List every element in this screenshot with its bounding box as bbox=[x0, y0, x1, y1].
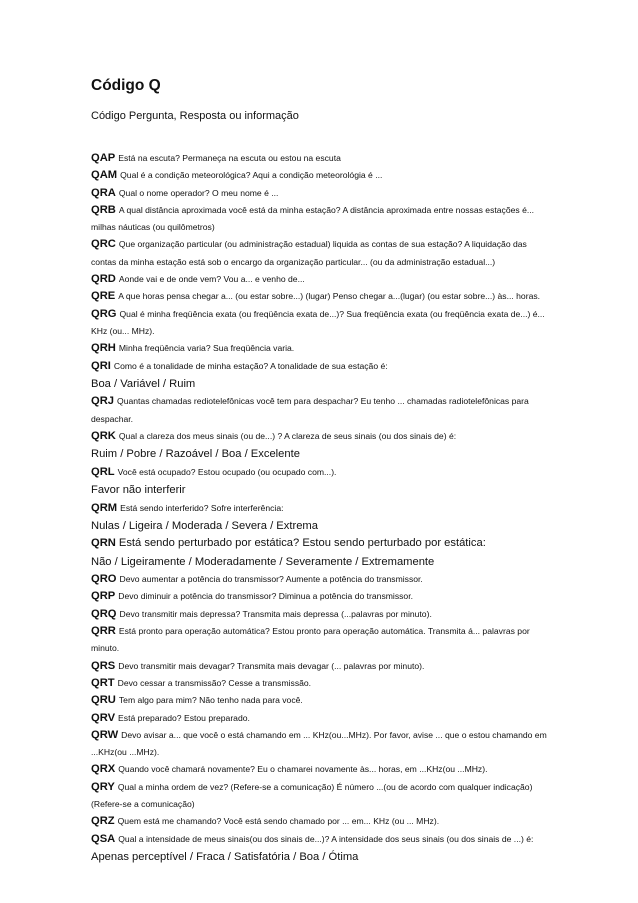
q-code-entry bbox=[91, 288, 551, 305]
answer-options: Favor não interferir bbox=[91, 484, 186, 497]
q-code-entry bbox=[91, 727, 551, 762]
q-code-entry bbox=[91, 606, 551, 623]
q-code-entry bbox=[91, 306, 551, 341]
q-code-entry bbox=[91, 202, 551, 237]
q-code-description: Devo avisar a... que você o está chamando em ... KHz(ou...MHz). Por favor, avise ... que o estou chamando em ...KHz(ou ...MHz). bbox=[91, 729, 547, 758]
q-code: QRS bbox=[91, 659, 116, 672]
q-code-description: A qual distância aproximada você está da minha estação? A distância aproximada entre nossas estações é... milhas náuticas (ou quilômetros) bbox=[91, 204, 535, 233]
q-code-entry bbox=[91, 710, 551, 727]
q-code: QRE bbox=[91, 290, 116, 303]
q-code: QRB bbox=[91, 203, 116, 216]
q-code: QRI bbox=[91, 359, 111, 372]
q-code-description: Como é a tonalidade de minha estação? A tonalidade de sua estação é: bbox=[113, 360, 388, 371]
q-code: QRC bbox=[91, 238, 116, 251]
q-code-entry bbox=[91, 692, 551, 709]
q-code-description: Você está ocupado? Estou ocupado (ou ocupado com...). bbox=[117, 466, 337, 477]
q-code: QRR bbox=[91, 625, 116, 638]
q-code-entry bbox=[91, 571, 551, 588]
q-code: QRX bbox=[91, 763, 116, 776]
q-code-description: Qual é a condição meteorológica? Aqui a condição meteorológia é ... bbox=[120, 170, 383, 181]
q-code-entry bbox=[91, 185, 551, 202]
q-code-entry bbox=[91, 658, 551, 675]
q-code-description: Quando você chamará novamente? Eu o chamarei novamente às... horas, em ...KHz(ou ...MHz). bbox=[118, 764, 488, 775]
q-code-entry bbox=[91, 675, 551, 692]
answer-options: Não / Ligeiramente / Moderadamente / Severamente / Extremamente bbox=[91, 555, 435, 568]
q-code-description: Quem está me chamando? Você está sendo chamado por ... em... KHz (ou ... MHz). bbox=[117, 816, 440, 827]
q-code-entry bbox=[91, 150, 551, 167]
q-code-description: Está sendo interferido? Sofre interferência: bbox=[120, 502, 284, 513]
q-code-entry bbox=[91, 236, 551, 271]
q-code-description: Está preparado? Estou preparado. bbox=[118, 712, 250, 723]
q-code: QRV bbox=[91, 711, 116, 724]
page-subtitle: Código Pergunta, Resposta ou informação bbox=[91, 110, 299, 122]
q-code-entry bbox=[91, 428, 551, 445]
q-code: QRM bbox=[91, 501, 118, 514]
q-code-description: Qual a minha ordem de vez? (Refere-se a comunicação) É número ...(ou de acordo com qualquer indicação) (Refere-se a comunicação) bbox=[91, 781, 533, 809]
q-code-entry bbox=[91, 623, 551, 658]
q-code-entry bbox=[91, 464, 551, 481]
q-code-description: Devo transmitir mais depressa? Transmita mais depressa (...palavras por minuto). bbox=[119, 608, 432, 619]
q-code: QRJ bbox=[91, 395, 115, 408]
q-code: QRH bbox=[91, 342, 116, 355]
q-code-description: Devo cessar a transmissão? Cesse a transmissão. bbox=[117, 677, 312, 688]
q-code: QRQ bbox=[91, 607, 117, 620]
q-code: QSA bbox=[91, 832, 116, 845]
page-title: Código Q bbox=[91, 77, 161, 94]
q-code-entry bbox=[91, 167, 551, 184]
q-code-description: Qual a intensidade de meus sinais(ou dos sinais de...)? A intensidade dos seus sinais (ou dos sinais de ...) é: bbox=[118, 833, 534, 844]
answer-options: Ruim / Pobre / Razoável / Boa / Excelente bbox=[91, 448, 300, 461]
q-code-description: Aonde vai e de onde vem? Vou a... e venho de... bbox=[118, 274, 305, 285]
q-code-entry bbox=[91, 535, 551, 552]
q-code: QRD bbox=[91, 273, 116, 286]
q-code-entry bbox=[91, 271, 551, 288]
q-code-description: Qual o nome operador? O meu nome é ... bbox=[118, 187, 279, 198]
q-code-list bbox=[91, 150, 551, 866]
q-code: QRY bbox=[91, 780, 115, 793]
q-code: QRT bbox=[91, 676, 115, 689]
q-code-description: Qual é minha freqüência exata (ou freqüência exata de...)? Sua freqüência exata (ou freqüência exata de...) é... KHz (ou... MHz). bbox=[91, 308, 545, 336]
answer-options: Nulas / Ligeira / Moderada / Severa / Extrema bbox=[91, 519, 318, 532]
q-code: QAM bbox=[91, 169, 118, 182]
q-code-entry bbox=[91, 779, 551, 814]
answer-options: Boa / Variável / Ruim bbox=[91, 377, 196, 390]
q-code-description: Está pronto para operação automática? Estou pronto para operação automática. Transmita á... palavras por minuto. bbox=[91, 626, 530, 654]
q-code-description: Que organização particular (ou administração estadual) liquida as contas de sua estação? A liquidação das contas da minha estação está sob o encargo da organização particular... (ou da administração estadual...) bbox=[91, 239, 527, 267]
q-code-description: Devo transmitir mais devagar? Transmita mais devagar (... palavras por minuto). bbox=[118, 660, 425, 671]
answer-options: Apenas perceptível / Fraca / Satisfatória / Boa / Ótima bbox=[91, 850, 359, 863]
q-code-description: Devo diminuir a potência do transmissor? Diminua a potência do transmissor. bbox=[118, 591, 413, 602]
q-code: QAP bbox=[91, 152, 116, 164]
q-code: QRP bbox=[91, 590, 116, 603]
q-code-description: Quantas chamadas rediotelefônicas você tem para despachar? Eu tenho ... chamadas radiotelefônicas para despachar. bbox=[91, 396, 529, 424]
q-code-description: Está sendo perturbado por estática? Estou sendo perturbado por estática: bbox=[118, 537, 486, 550]
q-code-description: Está na escuta? Permaneça na escuta ou estou na escuta bbox=[118, 153, 341, 163]
q-code: QRU bbox=[91, 694, 116, 707]
q-code-entry bbox=[91, 358, 551, 375]
q-code-entry bbox=[91, 588, 551, 605]
q-code: QRN bbox=[91, 537, 116, 550]
q-code-entry bbox=[91, 761, 551, 778]
q-code-description: Minha freqüência varia? Sua freqüência varia. bbox=[118, 343, 295, 354]
q-code-description: Devo aumentar a potência do transmissor? Aumente a potência do transmissor. bbox=[119, 574, 423, 585]
q-code: QRZ bbox=[91, 815, 115, 828]
q-code: QRG bbox=[91, 307, 117, 320]
q-code: QRW bbox=[91, 728, 119, 741]
q-code-entry bbox=[91, 393, 551, 428]
q-code-entry bbox=[91, 831, 551, 848]
q-code-entry bbox=[91, 500, 551, 517]
q-code-description: A que horas pensa chegar a... (ou estar sobre...) (lugar) Penso chegar a...(lugar) (ou estar sobre...) às... horas. bbox=[118, 291, 541, 302]
q-code-entry bbox=[91, 813, 551, 830]
q-code: QRA bbox=[91, 186, 116, 199]
q-code-description: Tem algo para mim? Não tenho nada para você. bbox=[118, 695, 303, 706]
q-code: QRL bbox=[91, 465, 115, 478]
q-code-entry bbox=[91, 340, 551, 357]
q-code: QRO bbox=[91, 573, 117, 586]
q-code-description: Qual a clareza dos meus sinais (ou de...) ? A clareza de seus sinais (ou dos sinais de) é: bbox=[118, 430, 457, 441]
q-code: QRK bbox=[91, 429, 116, 442]
